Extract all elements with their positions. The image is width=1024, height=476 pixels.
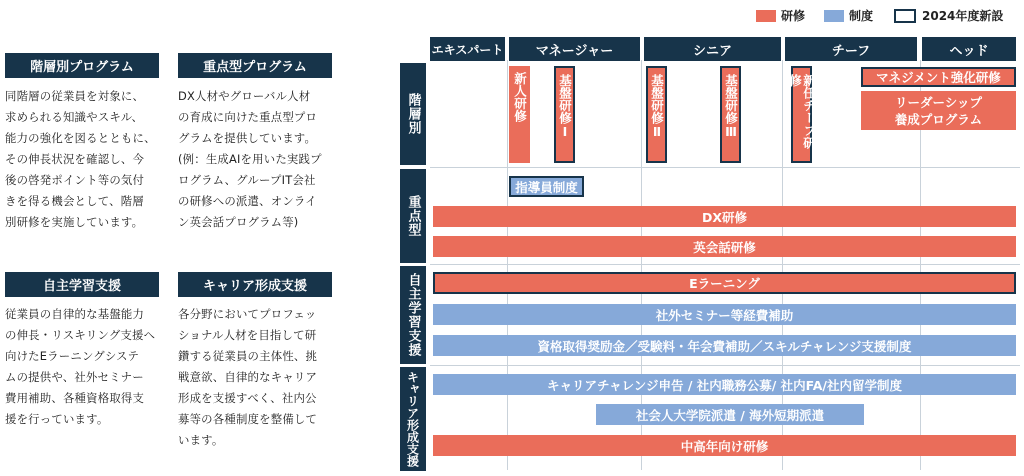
self-study-title: 自主学習支援 <box>5 272 159 297</box>
item-basic-training-2: 基盤研修Ⅱ <box>646 66 667 163</box>
item-management-training: マネジメント強化研修 <box>861 67 1016 87</box>
item-new-hire-training: 新人研修 <box>509 66 530 163</box>
legend-training-label: 研修 <box>781 9 806 23</box>
item-qualification-support: 資格取得奨励金／受験料・年会費補助／スキルチャレンジ支援制度 <box>433 335 1016 356</box>
row-label-self-study: 自主学習支援 <box>400 266 426 364</box>
legend-system-swatch <box>824 10 844 22</box>
grid-line-h <box>430 264 1020 265</box>
item-basic-training-1: 基盤研修Ⅰ <box>554 66 575 163</box>
row-label-focused: 重点型 <box>400 169 426 263</box>
column-header-expert: エキスパート <box>430 37 505 61</box>
career-support-text: 各分野においてプロフェッ ショナル人材を目指して研 鑽する従業員の主体性、挑 戦意欲、自律的なキャリア 形成を支援すべく、社内公 募等の各種制度を整備して います。 <box>178 307 318 447</box>
column-header-senior: シニア <box>644 37 781 61</box>
column-header-head: ヘッド <box>922 37 1016 61</box>
item-mentor-system: 指導員制度 <box>509 176 584 197</box>
item-graduate-school-dispatch: 社会人大学院派遣 / 海外短期派遣 <box>596 404 864 425</box>
legend-training-swatch <box>756 10 776 22</box>
row-label-tiered: 階層別 <box>400 63 426 165</box>
row-label-career: キャリア形成支援 <box>400 367 426 471</box>
grid-line-v <box>507 60 508 470</box>
grid-line-h <box>430 365 1020 366</box>
focused-program-title: 重点型プログラム <box>178 53 332 78</box>
legend-new-label: 2024年度新設 <box>922 9 1004 23</box>
legend-new-swatch <box>894 9 916 23</box>
focused-program-text: DX人材やグローバル人材 の育成に向けた重点型プロ グラムを提供しています。 (例：生成AIを用いた実践プ ログラム、グループIT会社 の研修への派遣、オンライ ン英会話プログラム等) <box>178 89 322 229</box>
item-career-challenge: キャリアチャレンジ申告 / 社内職務公募/ 社内FA/社内留学制度 <box>433 374 1016 395</box>
item-new-chief-training: 新任チーフ研修 <box>791 66 812 163</box>
item-e-learning: Eラーニング <box>433 272 1016 294</box>
item-leadership-program: リーダーシップ 養成プログラム <box>861 91 1016 130</box>
column-header-manager: マネージャー <box>509 37 640 61</box>
tiered-program-title: 階層別プログラム <box>5 53 159 78</box>
item-midcareer-training: 中高年向け研修 <box>433 435 1016 456</box>
item-dx-training: DX研修 <box>433 206 1016 227</box>
item-english-training: 英会話研修 <box>433 236 1016 257</box>
item-seminar-subsidy: 社外セミナー等経費補助 <box>433 304 1016 325</box>
self-study-text: 従業員の自律的な基盤能力 の伸長・リスキリング支援へ 向けたEラーニングシステ ムの提供や、社外セミナー 費用補助、各種資格取得支 援を行っています。 <box>5 307 156 426</box>
item-basic-training-3: 基盤研修Ⅲ <box>720 66 741 163</box>
column-header-chief: チーフ <box>785 37 917 61</box>
tiered-program-text: 同階層の従業員を対象に、 求められる知識やスキル、 能力の強化を図るとともに、 その伸長状況を確認し、今 後の啓発ポイント等の気付 きを得る機会として、階層 別研修を実施しています。 <box>5 89 156 229</box>
career-support-title: キャリア形成支援 <box>178 272 332 297</box>
legend-system-label: 制度 <box>849 9 874 23</box>
grid-line-h <box>430 167 1020 168</box>
